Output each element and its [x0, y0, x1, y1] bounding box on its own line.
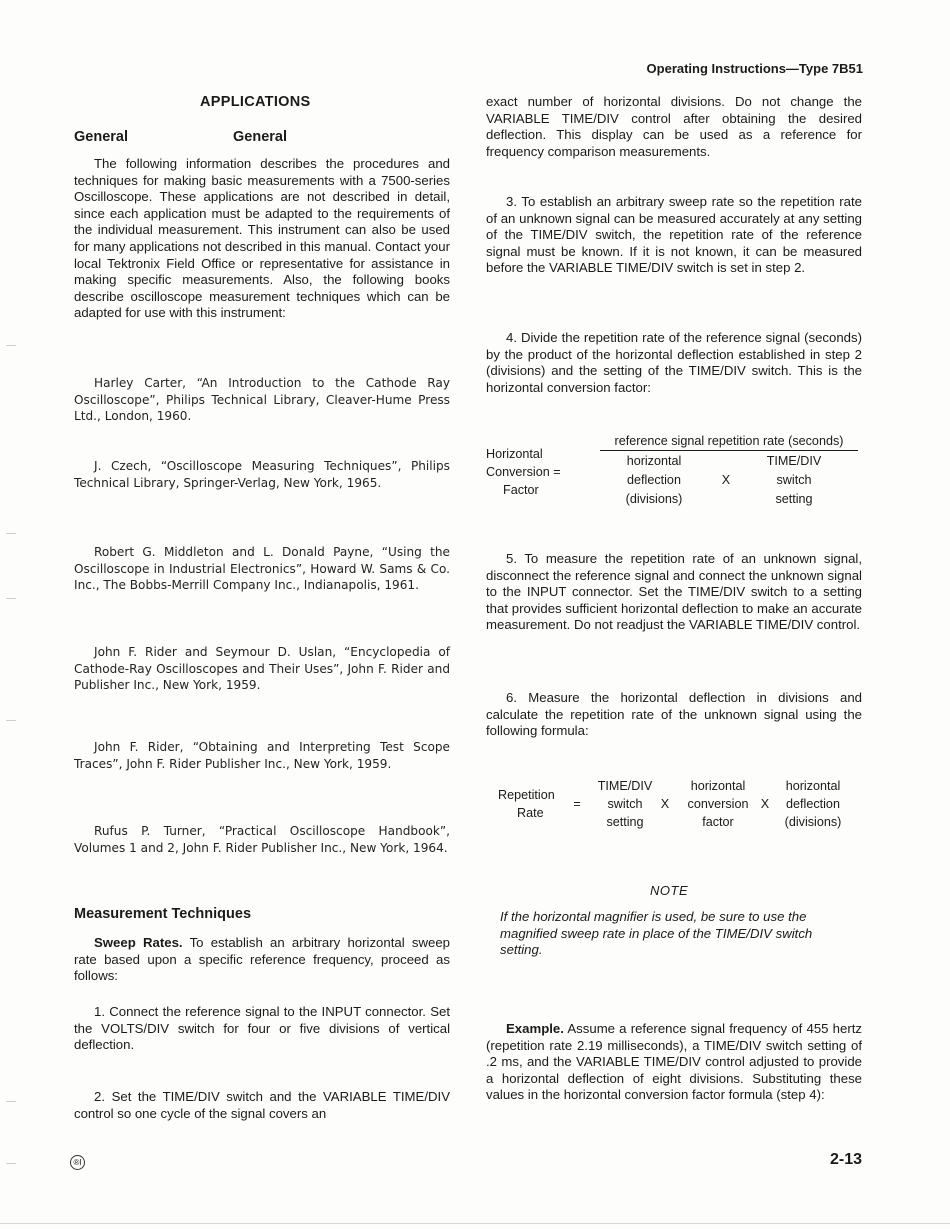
measurement-techniques-heading: Measurement Techniques [74, 906, 252, 922]
formula-times: X [721, 473, 731, 487]
example-paragraph [486, 1021, 862, 1104]
formula2-b1: horizontal [690, 779, 746, 793]
example-label: Example. [506, 1021, 564, 1036]
step-1: 1. Connect the reference signal to the INPUT connector. Set the VOLTS/DIV switch for four or five divisions of vertical deflection. [74, 1004, 450, 1053]
formula2-c2: deflection [786, 797, 840, 811]
formula-den-b2: switch [776, 473, 812, 487]
formula-den-a2: deflection [627, 473, 681, 487]
reference-rider-uslan: John F. Rider and Seymour D. Uslan, “Encyclopedia of Cathode-Ray Oscilloscopes and Their Uses”, John F. Rider and Publisher Inc., New York, 1959. [74, 645, 450, 693]
sweep-rates-paragraph [74, 935, 450, 985]
formula2-b3: factor [702, 815, 734, 829]
step-3: 3. To establish an arbitrary sweep rate so the repetition rate of an unknown signal can be measured accurately at any setting of the TIME/DIV switch, the repetition rate of the reference signal must be known. If it is not known, it can be measured before the VARIABLE TIME/DIV switch is set in step 2. [486, 194, 862, 276]
formula2-c3: (divisions) [784, 815, 842, 829]
repetition-rate-formula [486, 777, 862, 837]
scan-mark [6, 533, 16, 534]
scan-mark [6, 1163, 16, 1164]
formula2-lhs-line2: Rate [517, 806, 544, 820]
formula-lhs-line3: Factor [503, 483, 539, 497]
note-text: If the horizontal magnifier is used, be sure to use the magnified sweep rate in place of the TIME/DIV switch setting. [500, 909, 813, 958]
formula2-lhs-line1: Repetition [498, 788, 555, 802]
step-2-continued: exact number of horizontal divisions. Do not change the VARIABLE TIME/DIV control after obtaining the desired deflection. This display can be used as a reference for frequency comparison measurements. [486, 94, 862, 159]
formula2-c1: horizontal [785, 779, 841, 793]
intro-paragraph: The following information describes the procedures and techniques for making basic measurements with a 7500-series Oscilloscope. These applications are not described in detail, since each application must be adapted to the requirements of the individual measurement. This instrument can also be used for many applications not described in this manual. Contact your local Tektronix Field Office or representative for assistance in making specific measurements. Also, the following books describe oscilloscope measurement techniques which can be adapted for use with this instrument: [74, 156, 450, 321]
step-4: 4. Divide the repetition rate of the reference signal (seconds) by the product of the horizontal deflection established in step 2 (divisions) and the setting of the TIME/DIV switch. This is the horizontal conversion factor: [486, 330, 862, 395]
scan-mark [6, 598, 16, 599]
example-text: Assume a reference signal frequency of 455 hertz (repetition rate 2.19 milliseconds), a TIME/DIV switch setting of .2 ms, and the VARIABLE TIME/DIV control adjusted to provide a horizontal deflection of eight divisions. Substituting these values in the horizontal conversion factor formula (step 4): [486, 1021, 862, 1103]
formula2-a3: setting [606, 815, 644, 829]
sweep-rates-label: Sweep Rates. [94, 935, 183, 950]
scan-mark [6, 1101, 16, 1102]
applications-title: APPLICATIONS [200, 94, 311, 110]
formula-lhs-line2: Conversion = [486, 465, 561, 479]
sweep-rates-text: To establish an arbitrary horizontal sweep rate based upon a specific reference frequency, proceed as follows: [74, 935, 450, 984]
step-5: 5. To measure the repetition rate of an unknown signal, disconnect the reference signal and connect the unknown signal to the INPUT connector. Set the TIME/DIV switch to a setting that provides sufficient horizontal deflection to make an accurate measurement. Do not readjust the VARIABLE TIME/DIV control. [486, 551, 862, 633]
general-heading-primary: General [74, 129, 128, 145]
formula2-a2: switch [607, 797, 643, 811]
logo-glyph: ®I [70, 1155, 85, 1170]
reference-turner: Rufus P. Turner, “Practical Oscilloscope Handbook”, Volumes 1 and 2, John F. Rider Publisher Inc., New York, 1964. [74, 824, 450, 855]
formula-numerator: reference signal repetition rate (seconds) [600, 433, 858, 451]
formula-lhs-line1: Horizontal [486, 447, 543, 461]
scan-mark [6, 345, 16, 346]
formula-den-a3: (divisions) [625, 492, 683, 506]
formula2-times-2: X [760, 797, 770, 811]
scan-mark [6, 720, 16, 721]
reference-middleton: Robert G. Middleton and L. Donald Payne, “Using the Oscilloscope in Industrial Electronics”, Howard W. Sams & Co. Inc., The Bobbs-Merrill Company Inc., Indianapolis, 1961. [74, 545, 450, 593]
formula2-times-1: X [660, 797, 670, 811]
formula-den-b3: setting [775, 492, 813, 506]
formula2-equals: = [573, 797, 581, 811]
formula-den-a1: horizontal [626, 454, 682, 468]
page-number: 2-13 [829, 1151, 862, 1168]
note-heading: NOTE [650, 883, 689, 898]
conversion-factor-formula [486, 433, 862, 513]
step-2: 2. Set the TIME/DIV switch and the VARIABLE TIME/DIV control so one cycle of the signal covers an [74, 1089, 450, 1121]
tektronix-logo [70, 1154, 85, 1171]
step-6: 6. Measure the horizontal deflection in divisions and calculate the repetition rate of the unknown signal using the following formula: [486, 690, 862, 739]
running-header: Operating Instructions—Type 7B51 [646, 61, 863, 76]
formula2-a1: TIME/DIV [597, 779, 653, 793]
scan-edge-line [0, 1223, 950, 1224]
reference-rider: John F. Rider, “Obtaining and Interpreting Test Scope Traces”, John F. Rider Publisher Inc., New York, 1959. [74, 740, 450, 771]
reference-czech: J. Czech, “Oscilloscope Measuring Techniques”, Philips Technical Library, Springer-Verlag, New York, 1965. [74, 459, 450, 490]
reference-carter: Harley Carter, “An Introduction to the Cathode Ray Oscilloscope”, Philips Technical Library, Cleaver-Hume Press Ltd., London, 1960. [74, 376, 450, 424]
general-heading-secondary: General [233, 129, 287, 145]
formula-den-b1: TIME/DIV [766, 454, 822, 468]
formula2-b2: conversion [687, 797, 749, 811]
